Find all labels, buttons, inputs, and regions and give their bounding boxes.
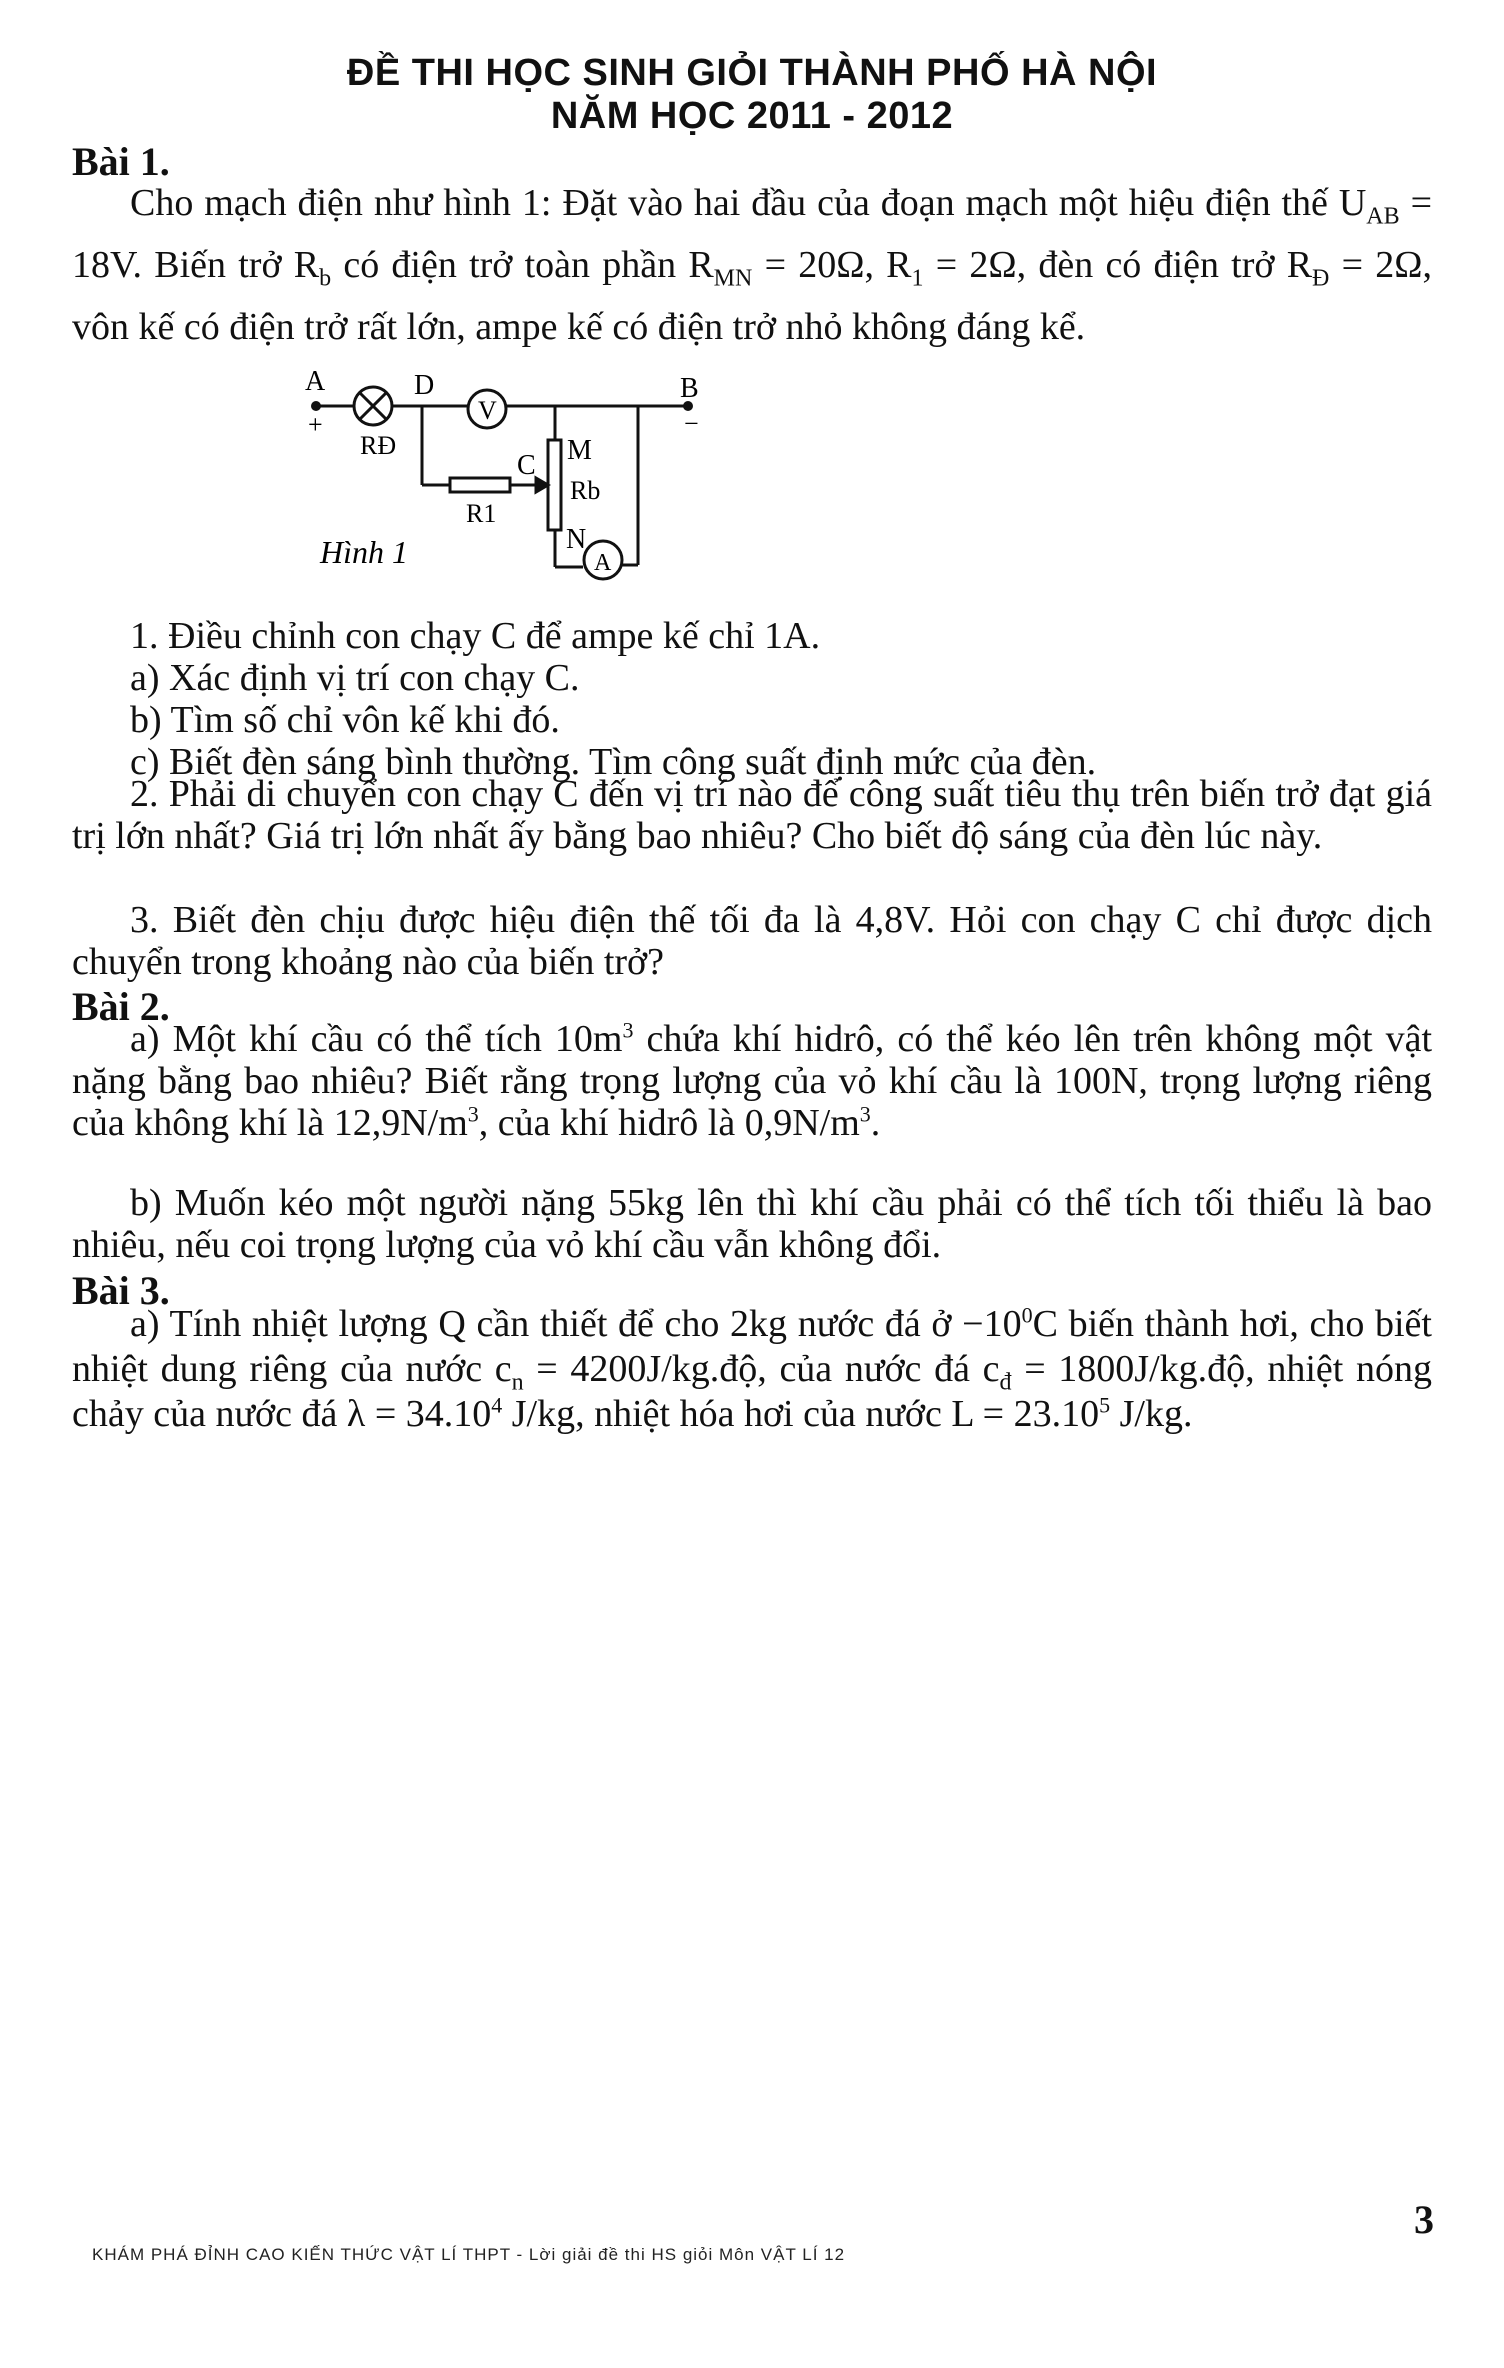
label-d: D [414, 370, 435, 401]
bai1-item-1b: b) Tìm số chỉ vôn kế khi đó. [130, 699, 560, 741]
bai1-item-1: 1. Điều chỉnh con chạy C để ampe kế chỉ 1A. [130, 615, 821, 657]
label-n: N [566, 524, 587, 555]
circuit-diagram [0, 360, 1504, 610]
label-rb: Rb [570, 476, 601, 505]
bai1-heading: Bài 1. [72, 139, 170, 184]
label-a: A [305, 366, 326, 397]
label-plus: + [308, 410, 323, 439]
title-line-1: ĐỀ THI HỌC SINH GIỎI THÀNH PHỐ HÀ NỘI [346, 52, 1158, 94]
bai1-intro: Cho mạch điện như hình 1: Đặt vào hai đầu của đoạn mạch một hiệu điện thế $U_{AB} = 18V$. Biến trở $R_b$ có điện trở toàn phần $R_{MN} = 20\Omega$, $R_1 = 2\Omega$, đèn có điện trở $R_Đ = 2\Omega$, vôn kế có điện trở rất lớn, ampe kế có điện trở nhỏ không đáng kể. [72, 182, 1432, 348]
page-number: 3 [1414, 2197, 1434, 2242]
bai1-question-2: 2. Phải di chuyển con chạy C đến vị trí nào để công suất tiêu thụ trên biến trở đạt giá trị lớn nhất? Giá trị lớn nhất ấy bằng bao nhiêu? Cho biết độ sáng của đèn lúc này. [72, 773, 1432, 857]
label-lamp-resistance: RĐ [360, 431, 397, 460]
bai1-item-1c: c) Biết đèn sáng bình thường. Tìm công suất định mức của đèn. [130, 741, 1097, 783]
page-footer: KHÁM PHÁ ĐỈNH CAO KIẾN THỨC VẬT LÍ THPT - Lời giải đề thi HS giỏi Môn VẬT LÍ 12 [92, 2245, 846, 2264]
bai3-part-a: a) Tính nhiệt lượng Q cần thiết để cho 2kg nước đá ở $-10^0C$ biến thành hơi, cho biết nhiệt dung riêng của nước $c_n$ = 4200J/kg.độ, của nước đá $c_đ$ = 1800J/kg.độ, nhiệt nóng chảy của nước đá $\lambda = 34.10^4$ J/kg, nhiệt hóa hơi của nước $L = 23.10^5$ J/kg. [72, 1302, 1432, 1435]
label-voltmeter: V [478, 396, 497, 425]
bai1-question-3: 3. Biết đèn chịu được hiệu điện thế tối đa là 4,8V. Hỏi con chạy C chỉ được dịch chuyển trong khoảng nào của biến trở? [72, 899, 1432, 983]
label-c: C [517, 450, 536, 481]
bai2-heading: Bài 2. [72, 984, 170, 1029]
title-line-2: NĂM HỌC 2011 - 2012 [550, 95, 954, 137]
bai3-heading: Bài 3. [72, 1268, 170, 1313]
bai2-part-b: b) Muốn kéo một người nặng 55kg lên thì khí cầu phải có thể tích tối thiểu là bao nhiêu, nếu coi trọng lượng của vỏ khí cầu vẫn không đổi. [72, 1182, 1432, 1266]
label-m: M [567, 435, 592, 466]
bai2-part-a: a) Một khí cầu có thể tích $10m^3$ chứa khí hidrô, có thể kéo lên trên không một vật nặng bằng bao nhiêu? Biết rằng trọng lượng của vỏ khí cầu là 100N, trọng lượng riêng của không khí là $12,9N/m^3$, của khí hidrô là $0,9N/m^3$. [72, 1017, 1432, 1144]
figure-caption: Hình 1 [320, 534, 408, 570]
label-r1: R1 [466, 499, 497, 528]
bai1-item-1a: a) Xác định vị trí con chạy C. [130, 657, 580, 699]
label-b: B [680, 373, 699, 404]
label-minus: − [684, 409, 699, 438]
label-ammeter: A [594, 550, 612, 576]
